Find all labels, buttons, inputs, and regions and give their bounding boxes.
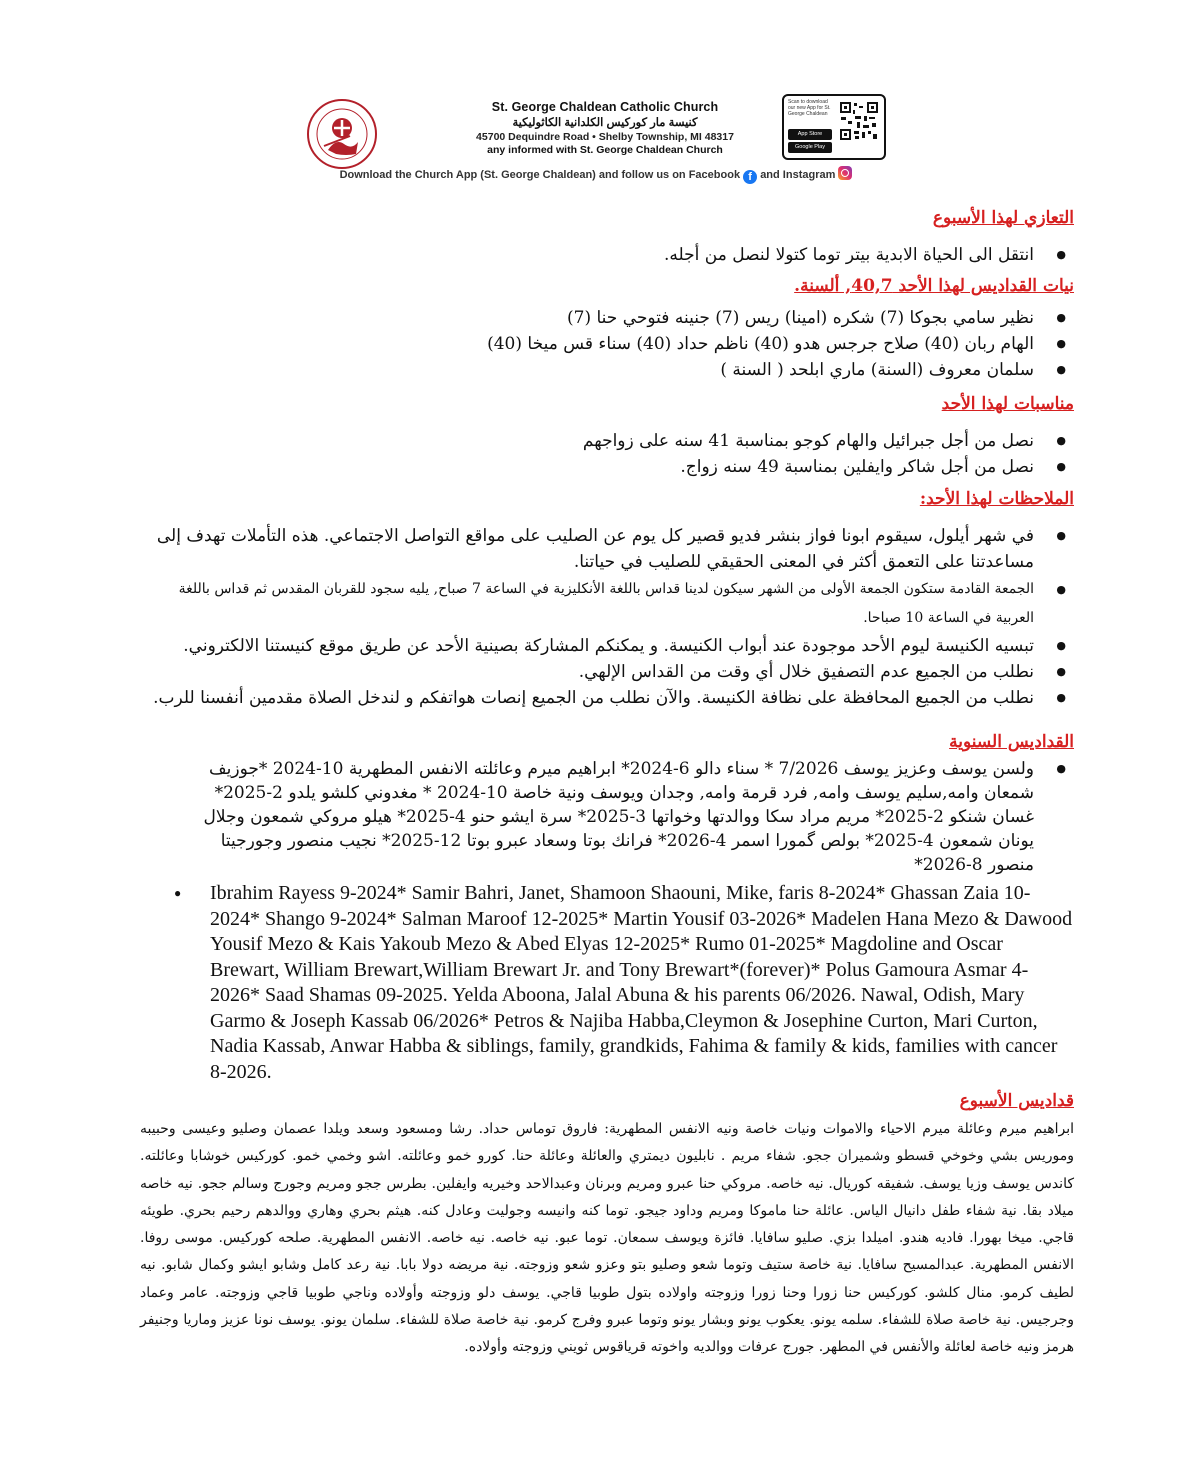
occasions-list	[140, 428, 1074, 480]
mass-intentions-list	[140, 305, 1074, 383]
list-item: ● الهام ربان (40) صلاح جرجس هدو (40) ناظم حداد (40) سناء قس ميخا (40)	[140, 331, 1074, 357]
list-item: ● Ibrahim Rayess 9-2024* Samir Bahri, Janet, Shamoon Shaouni, Mike, faris 8-2024* Ghassan Zaia 10-2024* Shango 9-2024* Salman Maroof 12-2025* Martin Yousif 03-2026* Madelen Hana Mezo & Dawood Yousif Mezo & Kais Yakoub Mezo & Abed Elyas 12-2025* Rumo 01-2025* Magdoline and Oscar Brewart, William Brewart,William Brewart Jr. and Tony Brewart*(forever)* Polus Gamoura Asmar 4-2026* Saad Shamas 09-2025. Yelda Aboona, Jalal Abuna & his parents 06/2026. Nawal, Odish, Mary Garmo & Joseph Kassab 06/2026* Petros & Najiba Habba,Cleymon & Josephine Curton, Mari Curton, Nadia Kassab, Anwar Habba & siblings, family, grandkids, Fahima & family & kids, families with cancer 8-2026.	[140, 881, 1074, 1085]
download-text: Download the Church App (St. George Chaldean) and follow us on Facebook	[339, 169, 741, 181]
download-line	[0, 166, 1192, 184]
list-item: ● انتقل الى الحياة الابدية بيتر توما كتولا لنصل من أجله.	[140, 242, 1074, 268]
occasions-heading: مناسبات لهذا الأحد	[941, 394, 1074, 414]
app-download-qr[interactable]	[782, 94, 886, 160]
app-store-badge[interactable]: App Store	[788, 129, 832, 140]
list-item: ● الجمعة القادمة ستكون الجمعة الأولى من الشهر سيكون لدينا قداس باللغة الأنكليزية في الساعة 7 صباح, يليه سجود للقربان المقدس ثم قداس باللغة العربية في الساعة 10 صباحا.	[140, 575, 1074, 633]
condolences-list	[140, 242, 1074, 268]
church-info	[450, 100, 760, 156]
bulletin-content	[140, 205, 1074, 1362]
notes-heading: الملاحظات لهذا الأحد:	[919, 489, 1074, 509]
google-play-badge[interactable]: Google Play	[788, 142, 832, 153]
qr-code-icon	[839, 101, 879, 141]
weekly-masses-heading: قداديس الأسبوع	[959, 1091, 1074, 1111]
notes-list	[140, 523, 1074, 711]
facebook-icon[interactable]: f	[743, 170, 757, 184]
list-item: ● نصل من أجل شاكر وايفلين بمناسبة 49 سنه زواج.	[140, 454, 1074, 480]
weekly-masses-text: ابراهيم ميرم وعائلة ميرم الاحياء والاموات ونيات خاصة ونيه الانفس المطهرية: فاروق توماس حداد. رشا ومسعود وسعد ويلدا عصمان وصليو وعيسى وحبيبه وموريس بشي وخوخي قسطو وشميران ججو. شفاء مريم . نابليون ديمتري والعائلة وعائلة حنا. كورو خمو وعائلته. اشو وخمي خمو. كوركيس خوشابا وعائلته. كاندس يوسف وزيا يوسف. شفيقه كوريال. نيه خاصه. مروكي حنا عبرو ومريم وبرنان وعبدالاحد وخيريه وايفلين. بطرس ججو ومريم وجورج وسالم ججو. نيه خاصه ميلاد بقا. نية شفاء طفل دانيال الياس. عائلة حنا ماموكا ومريم وداود جيجو. توما كنه وانيسه وجوليت وعادل كنه. هيثم بحري وهاري ووالدهم رحيم بحري. طويئه قاجي. ميخا بهورا. فاديه هندو. اميلدا بزي. صليو سافايا. فائزة ويوسف سمعان. توما عبو. نيه خاصه. نيه خاصه. الانفس المطهرية. صلحه كوركيس. موسى روفا. الانفس المطهرية. عبدالمسيح سافايا. نية خاصة ستيف وتوما شعو وصليو بتو وعزو شعو وزوجته. نية مريضه دولا بابا. نية رعد كامل وشابو ايشو وكمال شابو. نيه لطيف كرمو. منال كلشو. كوركيس حنا زورا وحنا زورا وزوجته واولاده بتول طوبيا قاجي. يوسف دلو وزوجته وأولاده وناجي طوبيا قاجي وزوجته. عامر وعماد وجرجيس. نية خاصة صلاة للشفاء. سلمه يونو. يعكوب يونو وبشار يونو وتوما عبرو وفرج كرمو. نية خاصة صلاة للشفاء. سلمان يونو. يوسف نونا عزيز وماريا وجنيفر هرمز ونيه خاصة لعائلة والأنفس في المطهر. جورج عرفات ووالديه واخوته قرياقوس ثويني وزوجته وأولاده.	[140, 1121, 1074, 1356]
church-name: St. George Chaldean Catholic Church	[491, 100, 719, 114]
instagram-icon[interactable]	[838, 166, 852, 180]
and-instagram-text: and Instagram	[760, 169, 836, 181]
annual-masses-heading: القداديس السنوية	[949, 732, 1074, 752]
church-tagline: any informed with St. George Chaldean Church	[487, 144, 723, 156]
mass-intentions-heading: نيات القداديس لهذا الأحد 40,7, ألسنة.	[794, 276, 1074, 296]
list-item: ● نظير سامي بجوكا (7) شكره (امينا) ريس (7) جنينه فتوحي حنا (7)	[140, 305, 1074, 331]
list-item: ● ولسن يوسف وعزيز يوسف 7/2026 * سناء دالو 6-2024* ابراهيم ميرم وعائلته الانفس المطهرية 10-2024 *جوزيف شمعان وامه,سليم يوسف وامه, فرد قرمة وامه, وجدان ويوسف ونية خاصة 10-2024 * مغدوني كلشو يلدو 2-2025* غسان شنكو 2-2025* مريم مراد سكا ووالدتها وخواتها 3-2025* سرة ايشو حنو 4-2025* هيلو مروكي شمعون وجلال يونان شمعون 4-2025* بولص گمورا اسمر 4-2026* فرانك بوتا وسعاد عبرو بوتا 12-2025* نجيب منصور وجورجيتا منصور 8-2026*	[140, 757, 1074, 877]
list-item: ● نطلب من الجميع المحافظة على نظافة الكنيسة. والآن نطلب من الجميع إنصات هواتفكم و لندخل الصلاة مقدمين أنفسنا للرب.	[140, 685, 1074, 711]
list-item: ● سلمان معروف (السنة) ماري ابلحد ( السنة )	[140, 357, 1074, 383]
church-logo-icon	[306, 98, 378, 170]
qr-caption: Scan to download our new App for St. George Chaldean	[788, 99, 831, 117]
list-item: ● في شهر أيلول، سيقوم ابونا فواز بنشر فديو قصير كل يوم عن الصليب على مواقع التواصل الاجتماعي. هذه التأملات تهدف إلى مساعدتنا على التعمق أكثر في المعنى الحقيقي للصليب في حياتنا.	[140, 523, 1074, 575]
list-item: ● نطلب من الجميع عدم التصفيق خلال أي وقت من القداس الإلهي.	[140, 659, 1074, 685]
list-item: ● تبسيه الكنيسة ليوم الأحد موجودة عند أبواب الكنيسة. و يمكنكم المشاركة بصينية الأحد عن طريق موقع كنيستنا الالكتروني.	[140, 633, 1074, 659]
annual-masses-english-list	[140, 881, 1074, 1085]
list-item: ● نصل من أجل جبرائيل والهام كوجو بمناسبة 41 سنه على زواجهم	[140, 428, 1074, 454]
bulletin-header	[0, 88, 1192, 198]
church-name-arabic: كنيسة مار كوركيس الكلدانية الكاثوليكية	[512, 117, 698, 129]
condolences-heading: التعازي لهذا الأسبوع	[932, 208, 1074, 228]
annual-masses-list	[140, 757, 1074, 877]
church-address: 45700 Dequindre Road • Shelby Township, MI 48317	[476, 131, 734, 143]
